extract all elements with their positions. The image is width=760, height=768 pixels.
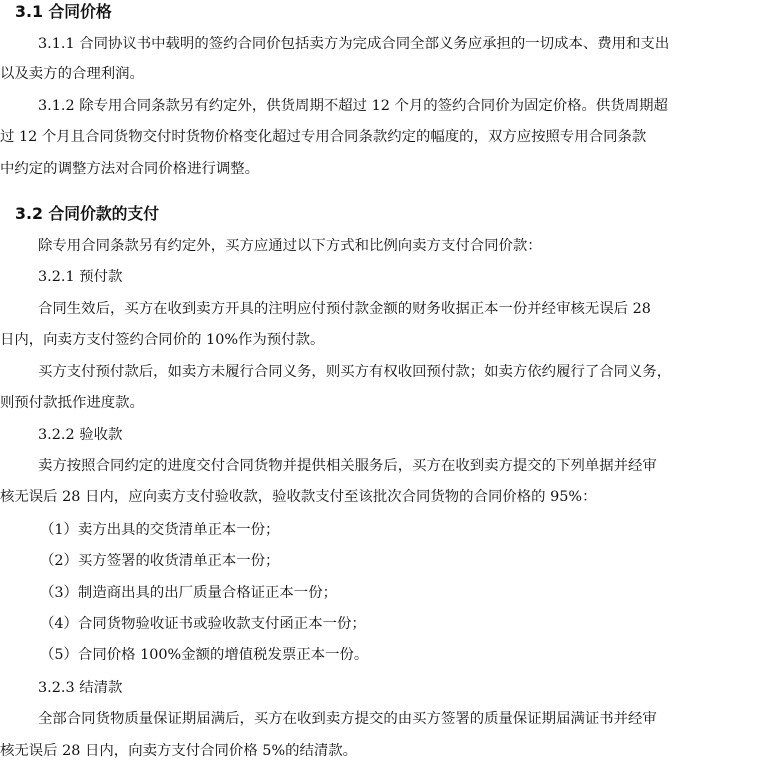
acceptance-p-line-1: 卖方按照合同约定的进度交付合同货物并提供相关服务后，买方在收到卖方提交的下列单据并经审 (38, 458, 657, 474)
paragraph-3-1-2-line-2: 过 12 个月且合同货物交付时货物价格变化超过专用合同条款约定的幅度的，双方应按照专用合同条款 (0, 129, 647, 145)
list-item: （1）卖方出具的交货清单正本一份； (40, 522, 280, 538)
prepayment-p1-line-1: 合同生效后，买方在收到卖方开具的注明应付预付款金额的财务收据正本一份并经审核无误后 28 (38, 301, 651, 317)
paragraph-3-1-1-line-1: 3.1.1 合同协议书中载明的签约合同价包括卖方为完成合同全部义务应承担的一切成本、费用和支出 (38, 36, 670, 52)
list-item: （4）合同货物验收证书或验收款支付函正本一份； (40, 616, 366, 632)
acceptance-p-line-2: 核无误后 28 日内，应向卖方支付验收款，验收款支付至该批次合同货物的合同价格的 95%： (0, 489, 597, 505)
subsection-title-3-2-3: 3.2.3 结清款 (38, 680, 123, 696)
list-item: （5）合同价格 100%金额的增值税发票正本一份。 (40, 647, 369, 663)
prepayment-p2-line-1: 买方支付预付款后，如卖方未履行合同义务，则买方有权收回预付款；如卖方依约履行了合同义务， (38, 364, 672, 380)
settlement-p-line-1: 全部合同货物质量保证期届满后，买方在收到卖方提交的由买方签署的质量保证期届满证书并经审 (38, 711, 657, 727)
section-3-2-intro: 除专用合同条款另有约定外，买方应通过以下方式和比例向卖方支付合同价款： (38, 238, 542, 254)
prepayment-p1-line-2: 日内，向卖方支付签约合同价的 10%作为预付款。 (0, 332, 325, 348)
list-item: （2）买方签署的收货清单正本一份； (40, 553, 280, 569)
paragraph-3-1-1-line-2: 以及卖方的合理利润。 (0, 66, 144, 82)
prepayment-p2-line-2: 则预付款抵作进度款。 (0, 395, 144, 411)
section-heading-3-2: 3.2 合同价款的支付 (15, 205, 160, 223)
paragraph-3-1-2-line-3: 中约定的调整方法对合同价格进行调整。 (0, 161, 260, 177)
list-item: （3）制造商出具的出厂质量合格证正本一份； (40, 585, 337, 601)
paragraph-3-1-2-line-1: 3.1.2 除专用合同条款另有约定外，供货周期不超过 12 个月的签约合同价为固定价格。供货周期超 (38, 98, 668, 114)
settlement-p-line-2: 核无误后 28 日内，向卖方支付合同价格 5%的结清款。 (0, 743, 358, 759)
subsection-title-3-2-2: 3.2.2 验收款 (38, 427, 123, 443)
section-heading-3-1: 3.1 合同价格 (15, 3, 112, 21)
subsection-title-3-2-1: 3.2.1 预付款 (38, 269, 123, 285)
